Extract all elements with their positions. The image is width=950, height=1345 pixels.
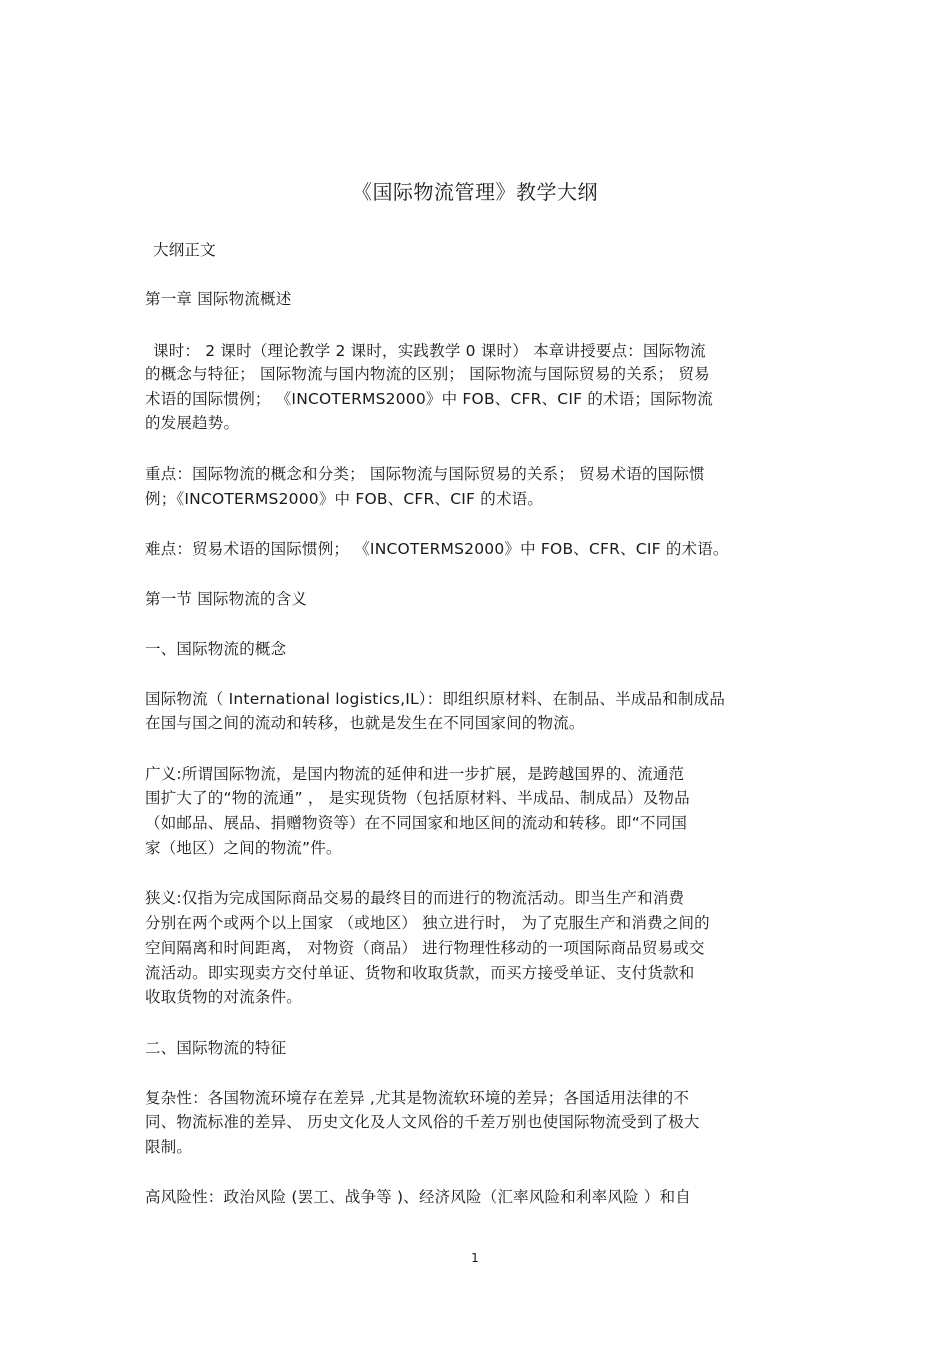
paragraph-line: 空间隔离和时间距离， 对物资（商品） 进行物理性移动的一项国际商品贸易或交 (145, 939, 705, 957)
paragraph-line: 课时： 2 课时（理论教学 2 课时，实践教学 0 课时） 本章讲授要点：国际物流 (153, 342, 706, 360)
paragraph-line: 在国与国之间的流动和转移，也就是发生在不同国家间的物流。 (145, 714, 585, 732)
paragraph-line: 限制。 (145, 1138, 193, 1156)
paragraph-line: 分别在两个或两个以上国家 （或地区） 独立进行时， 为了克服生产和消费之间的 (145, 914, 710, 932)
paragraph-line: 的概念与特征； 国际物流与国内物流的区别； 国际物流与国际贸易的关系； 贸易 (145, 365, 710, 383)
paragraph-line: 收取货物的对流条件。 (145, 988, 303, 1006)
paragraph-line: 国际物流（ International logistics,IL）：即组织原材料、在制品、半成品和制成品 (145, 690, 726, 708)
paragraph-line: 广义:所谓国际物流，是国内物流的延伸和进一步扩展，是跨越国界的、流通范 (145, 765, 685, 783)
paragraph-line: 围扩大了的“物的流通” ， 是实现货物（包括原材料、半成品、制成品）及物品 (145, 789, 690, 807)
paragraph-line: 高风险性：政治风险 (罢工、战争等 )、经济风险（汇率风险和利率风险 ）和自 (145, 1188, 691, 1206)
paragraph-line: 术语的国际惯例； 《INCOTERMS2000》中 FOB、CFR、CIF 的术语；国际物流 (145, 390, 713, 408)
subsection-heading: 一、国际物流的概念 (145, 640, 287, 658)
paragraph-line: 同、物流标准的差异、 历史文化及人文风俗的千差万别也使国际物流受到了极大 (145, 1113, 700, 1131)
paragraph-line: 重点：国际物流的概念和分类； 国际物流与国际贸易的关系； 贸易术语的国际惯 (145, 465, 705, 483)
paragraph-line: 狭义:仅指为完成国际商品交易的最终目的而进行的物流活动。即当生产和消费 (145, 889, 685, 907)
paragraph-line: 流活动。即实现卖方交付单证、货物和收取货款，而买方接受单证、支付货款和 (145, 964, 695, 982)
document-title: 《国际物流管理》教学大纲 (352, 180, 598, 204)
paragraph-line: 的发展趋势。 (145, 414, 240, 432)
paragraph-line: （如邮品、展品、捐赠物资等）在不同国家和地区间的流动和转移。即“不同国 (145, 814, 688, 832)
page-number: 1 (471, 1251, 479, 1265)
paragraph-line: 难点：贸易术语的国际惯例； 《INCOTERMS2000》中 FOB、CFR、CIF 的术语。 (145, 540, 729, 558)
paragraph-line: 复杂性：各国物流环境存在差异 ,尤其是物流软环境的差异；各国适用法律的不 (145, 1089, 690, 1107)
paragraph-line: 家（地区）之间的物流”件。 (145, 839, 342, 857)
paragraph-line: 例；《INCOTERMS2000》中 FOB、CFR、CIF 的术语。 (145, 490, 544, 508)
subsection-heading: 二、国际物流的特征 (145, 1039, 287, 1057)
section-heading: 第一节 国际物流的含义 (145, 590, 308, 608)
chapter-heading: 第一章 国际物流概述 (145, 290, 292, 308)
outline-body-heading: 大纲正文 (153, 241, 216, 259)
